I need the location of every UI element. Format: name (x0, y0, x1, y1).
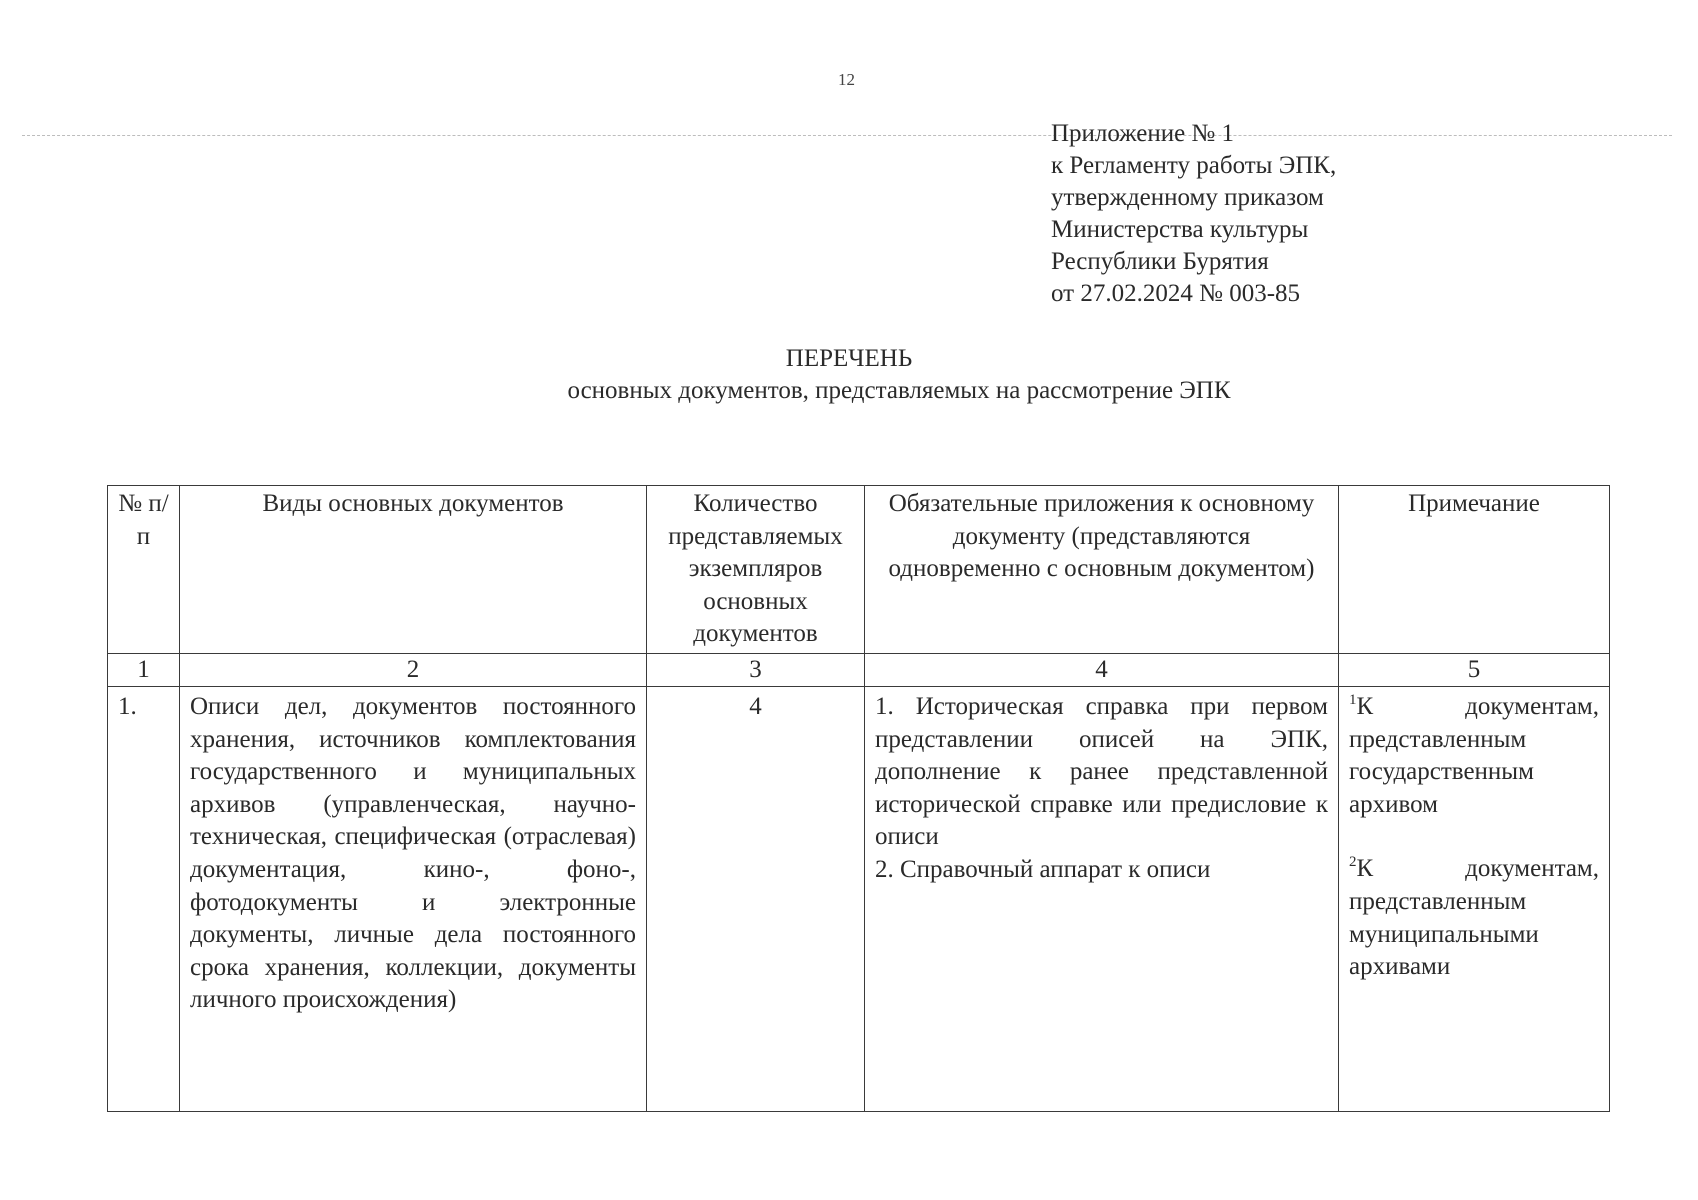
appendix-line: Приложение № 1 (1051, 120, 1235, 147)
document-type-cell: Описи дел, документов постоянного хранения, источников комплектования государственного и муниципальных архивов (управленческая, научно-техническая, специфическая (отраслевая) документация, кино-, фоно-, фотодокументы и электронные документы, личные дела постоянного срока хранения, коллекции, документы личного происхождения) (180, 686, 647, 1111)
note-text: К документам, представленным муниципальными архивами (1349, 855, 1599, 981)
note-item (1349, 853, 1599, 983)
document-title: ПЕРЕЧЕНЬ (785, 345, 913, 372)
notes-cell (1339, 686, 1610, 1111)
appendix-line: утвержденному приказом (1051, 184, 1324, 211)
footnote-mark: 1 (1349, 691, 1357, 708)
attachment-item: 1. Историческая справка при первом представлении описей на ЭПК, дополнение к ранее представленной исторической справке или предисловие к описи (875, 692, 1328, 851)
documents-table (107, 485, 1610, 1112)
note-text: К документам, представленным государственным архивом (1349, 692, 1599, 818)
note-spacer (1349, 821, 1599, 853)
document-subtitle: основных документов, представляемых на рассмотрение ЭПК (567, 377, 1231, 404)
column-header: № п/п (108, 486, 180, 654)
copies-count-cell: 4 (647, 686, 865, 1111)
appendix-line: Министерства культуры (1051, 216, 1309, 243)
attachment-item: 2. Справочный аппарат к описи (875, 855, 1211, 883)
table-row (108, 686, 1610, 1111)
appendix-line: от 27.02.2024 № 003-85 (1051, 280, 1301, 307)
column-header: Обязательные приложения к основному документу (представляются одновременно с основным документом) (865, 486, 1339, 654)
page-number: 12 (838, 70, 855, 89)
appendix-line: Республики Бурятия (1051, 248, 1269, 275)
column-number: 5 (1339, 653, 1610, 686)
column-header: Виды основных документов (180, 486, 647, 654)
column-number: 1 (108, 653, 180, 686)
scan-artifact-line (22, 135, 1672, 136)
column-number: 4 (865, 653, 1339, 686)
column-header: Примечание (1339, 486, 1610, 654)
footnote-mark: 2 (1349, 854, 1357, 871)
column-number-row (108, 653, 1610, 686)
column-number: 3 (647, 653, 865, 686)
row-number: 1. (108, 686, 180, 1111)
column-number: 2 (180, 653, 647, 686)
appendix-header (1051, 118, 1336, 310)
appendix-line: к Регламенту работы ЭПК, (1051, 152, 1337, 179)
note-item (1349, 691, 1599, 821)
attachments-cell (865, 686, 1339, 1111)
table-header-row (108, 486, 1610, 654)
column-header: Количество представляемых экземпляров основных документов (647, 486, 865, 654)
